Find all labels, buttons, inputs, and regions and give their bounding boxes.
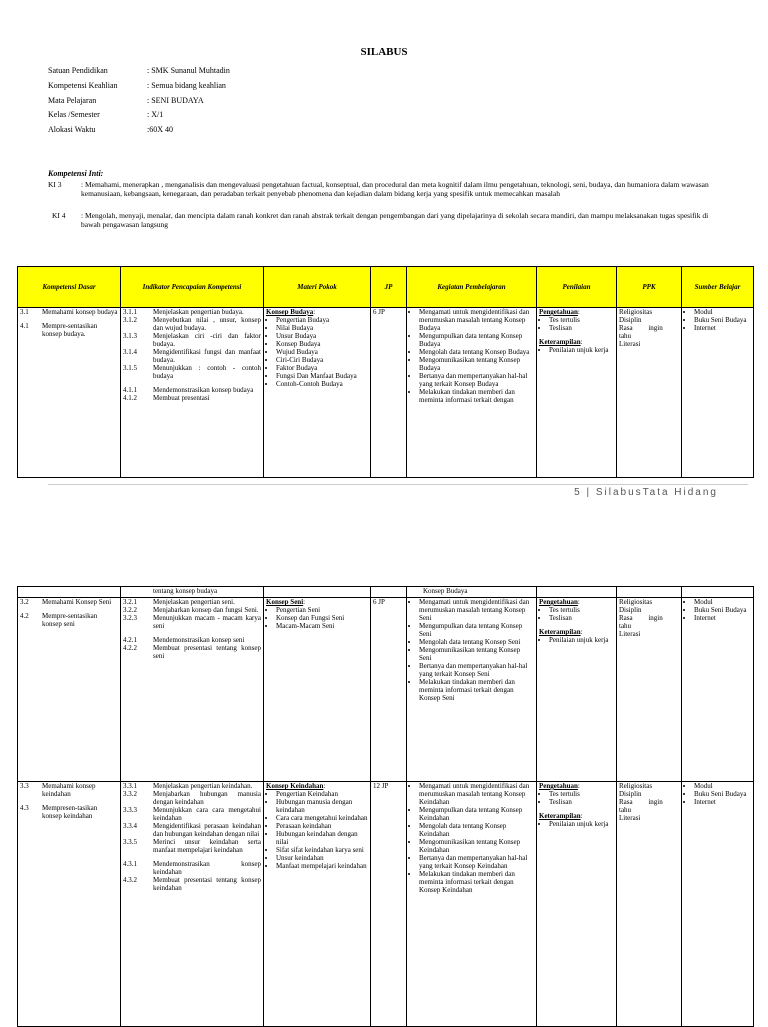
header-cell: Indikator Pencapaian Kompetensi (121, 267, 264, 308)
ind-num: 3.3.5 (123, 838, 137, 846)
ind-text: Mendemonstrasikan konsep keindahan (153, 860, 261, 876)
kd-num: 4.2 (20, 612, 29, 620)
list-item: • Melakukan tindakan memberi dan meminta informasi terkait dengan Konsep Keindahan (419, 870, 534, 894)
list-item: • Bertanya dan mempertanyakan hal-hal yang terkait Konsep Seni (419, 662, 534, 678)
identity-row (48, 125, 173, 135)
ind-num: 4.3.2 (123, 876, 137, 884)
ind-text: Membuat presentasi tentang konsep seni (153, 644, 261, 660)
ind-num: 3.2.2 (123, 606, 137, 614)
identity-value: : SMK Sunanul Muhtadin (147, 66, 230, 75)
ind-num: 4.1.2 (123, 394, 137, 402)
list-item: • Buku Seni Budaya (694, 316, 751, 324)
ind-text: Menunjukkan cara cara mengetahui keindahan (153, 806, 261, 822)
list-item: • Fungsi Dan Manfaat Budaya (276, 372, 368, 380)
list-item: • Melakukan tindakan memberi dan meminta informasi terkait dengan Konsep Seni (419, 678, 534, 702)
list-item: • Hubungan manusia dengan keindahan (276, 798, 368, 814)
ind-num: 4.2.2 (123, 644, 137, 652)
list-item: • Tes tertulis (549, 316, 614, 324)
ind-num: 4.1.1 (123, 386, 137, 394)
identity-label: Kompetensi Keahlian (48, 81, 118, 90)
identity-label: Mata Pelajaran (48, 96, 97, 105)
ppk-item: Rasa ingin (619, 798, 663, 806)
ind-text: Merinci unsur keindahan serta manfaat mempelajari keindahan (153, 838, 261, 854)
ind-text: Membuat presentasi (153, 394, 210, 402)
kegiatan-list (409, 782, 534, 894)
ind-num: 3.1.3 (123, 332, 137, 340)
silabus-table (17, 266, 754, 478)
list-item: • Tes tertulis (549, 790, 614, 798)
list-item: • Pengertian Seni (276, 606, 368, 614)
list-item: • Buku Seni Budaya (694, 606, 751, 614)
ind-text: Mengidentifikasi fungsi dan manfaat budaya. (153, 348, 261, 364)
identity-row (48, 81, 226, 91)
list-item: • Konsep Budaya (276, 340, 368, 348)
indikator-cell (121, 782, 264, 1027)
ppk-item: Rasa ingin (619, 614, 663, 622)
materi-colon: : (303, 598, 306, 606)
kd-text: Memahami konsep keindahan (42, 782, 96, 798)
materi-colon: : (323, 782, 326, 790)
kd-text: Memahami Konsep Seni (42, 598, 112, 606)
list-item: • Modul (694, 782, 751, 790)
jp-cell: 6 JP (371, 598, 407, 782)
keterampilan-label: Keterampilan (539, 628, 581, 636)
cont-text: Konsep Budaya (423, 587, 468, 595)
ppk-item: Disiplin (619, 790, 642, 798)
header-cell: Sumber Belajar (682, 267, 754, 308)
ind-num: 3.3.3 (123, 806, 137, 814)
materi-title: Konsep Budaya (266, 308, 314, 316)
materi-cell (264, 308, 371, 478)
list-item: • Penilaian unjuk kerja (549, 820, 614, 828)
identity-row (48, 110, 163, 120)
list-item: • Ciri-Ciri Budaya (276, 356, 368, 364)
materi-title: Konsep Keindahan (266, 782, 324, 790)
kd-num: 3.3 (20, 782, 29, 790)
pengetahuan-label: Pengetahuan (539, 598, 578, 606)
list-item: • Pengertian Keindahan (276, 790, 368, 798)
table-row (18, 308, 754, 478)
ind-num: 3.3.1 (123, 782, 137, 790)
ind-text: Mengidentifikasi perasaan keindahan dan hubungan keindahan dengan nilai (153, 822, 261, 838)
kd-cell (18, 308, 121, 478)
indikator-cell (121, 308, 264, 478)
ppk-item: Rasa ingin (619, 324, 663, 332)
list-item: • Contoh-Contoh Budaya (276, 380, 368, 388)
ppk-item: Disiplin (619, 316, 642, 324)
indikator-cell (121, 598, 264, 782)
ind-num: 3.2.3 (123, 614, 137, 622)
cont-text: tentang konsep budaya (153, 587, 218, 595)
list-item: • Teslisan (549, 614, 614, 622)
list-item: • Bertanya dan mempertanyakan hal-hal yang terkait Konsep Keindahan (419, 854, 534, 870)
page-number: 5 (574, 487, 582, 498)
list-item: • Internet (694, 798, 751, 806)
list-item: • Mengolah data tentang Konsep Budaya (419, 348, 534, 356)
kegiatan-cell (407, 308, 537, 478)
kegiatan-cell (407, 598, 537, 782)
identity-label: Alokasi Waktu (48, 125, 96, 134)
list-item: • Hubungan keindahan dengan nilai (276, 830, 368, 846)
table-header-row (18, 267, 754, 308)
header-cell: JP (371, 267, 407, 308)
list-item: • Modul (694, 308, 751, 316)
label-colon: : (580, 812, 583, 820)
ppk-item: Religiositas (619, 598, 653, 606)
ind-text: Menjelaskan ciri -ciri dan faktor budaya. (153, 332, 261, 348)
materi-list (266, 790, 368, 870)
ind-text: Mendemonstrasikan konsep seni (153, 636, 245, 644)
table-row (18, 782, 754, 1027)
ki-code: KI 4 (52, 211, 66, 220)
list-item: • Mengamati untuk mengidentifikasi dan merumuskan masalah tentang Konsep Keindahan (419, 782, 534, 806)
kegiatan-cell (407, 782, 537, 1027)
ind-text: Menyebutkan nilai , unsur, konsep dan wujud budaya. (153, 316, 261, 332)
ppk-item: Disiplin (619, 606, 642, 614)
jp-cell: 12 JP (371, 782, 407, 1027)
list-item: • Mengomunikasikan tentang Konsep Seni (419, 646, 534, 662)
identity-label: Kelas /Semester (48, 110, 100, 119)
list-item: • Internet (694, 324, 751, 332)
list-item: • Konsep dan Fungsi Seni (276, 614, 368, 622)
ind-num: 4.2.1 (123, 636, 137, 644)
list-item: • Penilaian unjuk kerja (549, 346, 614, 354)
list-item: • Manfaat mempelajari keindahan (276, 862, 368, 870)
list-item: • Bertanya dan mempertanyakan hal-hal yang terkait Konsep Budaya (419, 372, 534, 388)
ind-text: Menjelaskan pengertian budaya. (153, 308, 244, 316)
ppk-item: Literasi (619, 814, 641, 822)
identity-value: : Semua bidang keahlian (147, 81, 226, 90)
table-row-continued (18, 587, 754, 598)
ppk-cell (617, 782, 682, 1027)
ppk-item: tahu (619, 332, 632, 340)
sumber-cell (682, 308, 754, 478)
kd-cell (18, 598, 121, 782)
kegiatan-list (409, 598, 534, 702)
list-item: • Teslisan (549, 798, 614, 806)
ppk-cell (617, 308, 682, 478)
ind-text: Menjabarkan hubungan manusia dengan keindahan (153, 790, 261, 806)
ppk-item: tahu (619, 622, 632, 630)
label-colon: : (577, 308, 580, 316)
silabus-table-continued (17, 586, 754, 1027)
penilaian-cell (537, 782, 617, 1027)
ppk-item: Literasi (619, 340, 641, 348)
list-item: • Buku Seni Budaya (694, 790, 751, 798)
ppk-item: tahu (619, 806, 632, 814)
kegiatan-list (409, 308, 534, 404)
list-item: • Mengomunikasikan tentang Konsep Budaya (419, 356, 534, 372)
list-item: • Mengumpulkan data tentang Konsep Seni (419, 622, 534, 638)
label-colon: : (580, 338, 583, 346)
header-cell: Kegiatan Pembelajaran (407, 267, 537, 308)
kd-text: Mempresen-tasikan konsep keindahan (42, 804, 98, 820)
ind-text: Menunjukkan macam - macam karya seni (153, 614, 261, 630)
pengetahuan-label: Pengetahuan (539, 308, 578, 316)
header-cell: Materi Pokok (264, 267, 371, 308)
kd-cell (18, 782, 121, 1027)
ind-text: Menjelaskan pengertian keindahan. (153, 782, 253, 790)
list-item: • Mengumpulkan data tentang Konsep Keindahan (419, 806, 534, 822)
ind-text: Menjelaskan pengertian seni. (153, 598, 235, 606)
ind-num: 3.2.1 (123, 598, 137, 606)
list-item: • Unsur keindahan (276, 854, 368, 862)
kd-text: Mempre-sentasikan konsep budaya. (42, 322, 98, 338)
ki-text: : Memahami, menerapkan , menganalisis dan mengevaluasi pengetahuan factual, konseptual, dan procedural dan meta kognitif dalam ilmu pengetahuan, teknologi, seni, budaya, dan humaniora dalam wawasan kemanusiaan, kebangsaan, kenegaraan, dan peradaban terkait penyebab phenomena dan kejadian dalam bidang kerja yang spesifik untuk memecahkan masalah (81, 180, 709, 198)
identity-value: : X/1 (147, 110, 164, 119)
kd-text: Memahami konsep budaya (42, 308, 118, 316)
list-item: • Perasaan keindahan (276, 822, 368, 830)
list-item: • Wujud Budaya (276, 348, 368, 356)
materi-cell (264, 782, 371, 1027)
list-item: • Mengamati untuk mengidentifikasi dan merumuskan masalah tentang Konsep Budaya (419, 308, 534, 332)
keterampilan-label: Keterampilan (539, 812, 581, 820)
list-item: • Mengumpulkan data tentang Konsep Budaya (419, 332, 534, 348)
identity-label: Satuan Pendidikan (48, 66, 108, 75)
footer-separator: | (586, 487, 592, 498)
ki-heading: Kompetensi Inti: (48, 169, 104, 178)
list-item: • Teslisan (549, 324, 614, 332)
ind-num: 3.3.4 (123, 822, 137, 830)
ind-num: 3.3.2 (123, 790, 137, 798)
ki-text: : Mengolah, menyaji, menalar, dan mencipta dalam ranah konkret dan ranah abstrak terkait dengan pengembangan dari yang dipelajarinya di sekolah secara mandiri, dan mampu melaksanakan tugas spesifik di bawah pengawasan langsung (81, 211, 709, 229)
list-item: • Sifat sifat keindahan karya seni (276, 846, 368, 854)
ind-text: Menjabarkan konsep dan fungsi Seni. (153, 606, 259, 614)
list-item: • Mengomunikasikan tentang Konsep Keindahan (419, 838, 534, 854)
ppk-item: Religiositas (619, 782, 653, 790)
table-row (18, 598, 754, 782)
kd-num: 3.2 (20, 598, 29, 606)
pengetahuan-label: Pengetahuan (539, 782, 578, 790)
materi-title: Konsep Seni (266, 598, 304, 606)
label-colon: : (580, 628, 583, 636)
kd-num: 3.1 (20, 308, 29, 316)
list-item: • Tes tertulis (549, 606, 614, 614)
penilaian-cell (537, 598, 617, 782)
list-item: • Melakukan tindakan memberi dan meminta informasi terkait dengan (419, 388, 534, 404)
kd-num: 4.3 (20, 804, 29, 812)
list-item: • Nilai Budaya (276, 324, 368, 332)
list-item: • Mengolah data tentang Konsep Seni (419, 638, 534, 646)
sumber-cell (682, 782, 754, 1027)
header-cell: Kompetensi Dasar (18, 267, 121, 308)
identity-value: : SENI BUDAYA (147, 96, 204, 105)
ppk-item: Religiositas (619, 308, 653, 316)
page-footer (574, 487, 718, 498)
ind-text: Menunjukkan : contoh - contoh budaya (153, 364, 261, 380)
ind-num: 3.1.1 (123, 308, 137, 316)
sumber-cell (682, 598, 754, 782)
jp-cell: 6 JP (371, 308, 407, 478)
list-item: • Internet (694, 614, 751, 622)
label-colon: : (577, 782, 580, 790)
list-item: • Penilaian unjuk kerja (549, 636, 614, 644)
ki-code: KI 3 (48, 180, 62, 189)
identity-value: :60X 40 (147, 125, 173, 134)
ppk-cell (617, 598, 682, 782)
ind-num: 3.1.2 (123, 316, 137, 324)
label-colon: : (577, 598, 580, 606)
list-item: • Mengolah data tentang Konsep Keindahan (419, 822, 534, 838)
identity-row (48, 66, 230, 76)
materi-colon: : (313, 308, 316, 316)
header-cell: PPK (617, 267, 682, 308)
ind-text: Mendemonstrasikan konsep budaya (153, 386, 254, 394)
list-item: • Faktor Budaya (276, 364, 368, 372)
kd-num: 4.1 (20, 322, 29, 330)
document-title: SILABUS (360, 46, 408, 58)
materi-list (266, 606, 368, 630)
footer-line (48, 484, 748, 485)
keterampilan-label: Keterampilan (539, 338, 581, 346)
list-item: • Unsur Budaya (276, 332, 368, 340)
list-item: • Cara cara mengetahui keindahan (276, 814, 368, 822)
identity-row (48, 96, 204, 106)
kd-text: Mempre-sentasikan konsep seni (42, 612, 98, 628)
list-item: • Mengamati untuk mengidentifikasi dan merumuskan masalah tentang Konsep Seni (419, 598, 534, 622)
penilaian-cell (537, 308, 617, 478)
list-item: • Macam-Macam Seni (276, 622, 368, 630)
ind-text: Membuat presentasi tentang konsep keindahan (153, 876, 261, 892)
materi-cell (264, 598, 371, 782)
ind-num: 3.1.5 (123, 364, 137, 372)
list-item: • Modul (694, 598, 751, 606)
footer-title: SilabusTata Hidang (595, 487, 718, 498)
materi-list (266, 316, 368, 388)
header-cell: Penilaian (537, 267, 617, 308)
list-item: • Pengertian Budaya (276, 316, 368, 324)
ppk-item: Literasi (619, 630, 641, 638)
ind-num: 4.3.1 (123, 860, 137, 868)
ind-num: 3.1.4 (123, 348, 137, 356)
